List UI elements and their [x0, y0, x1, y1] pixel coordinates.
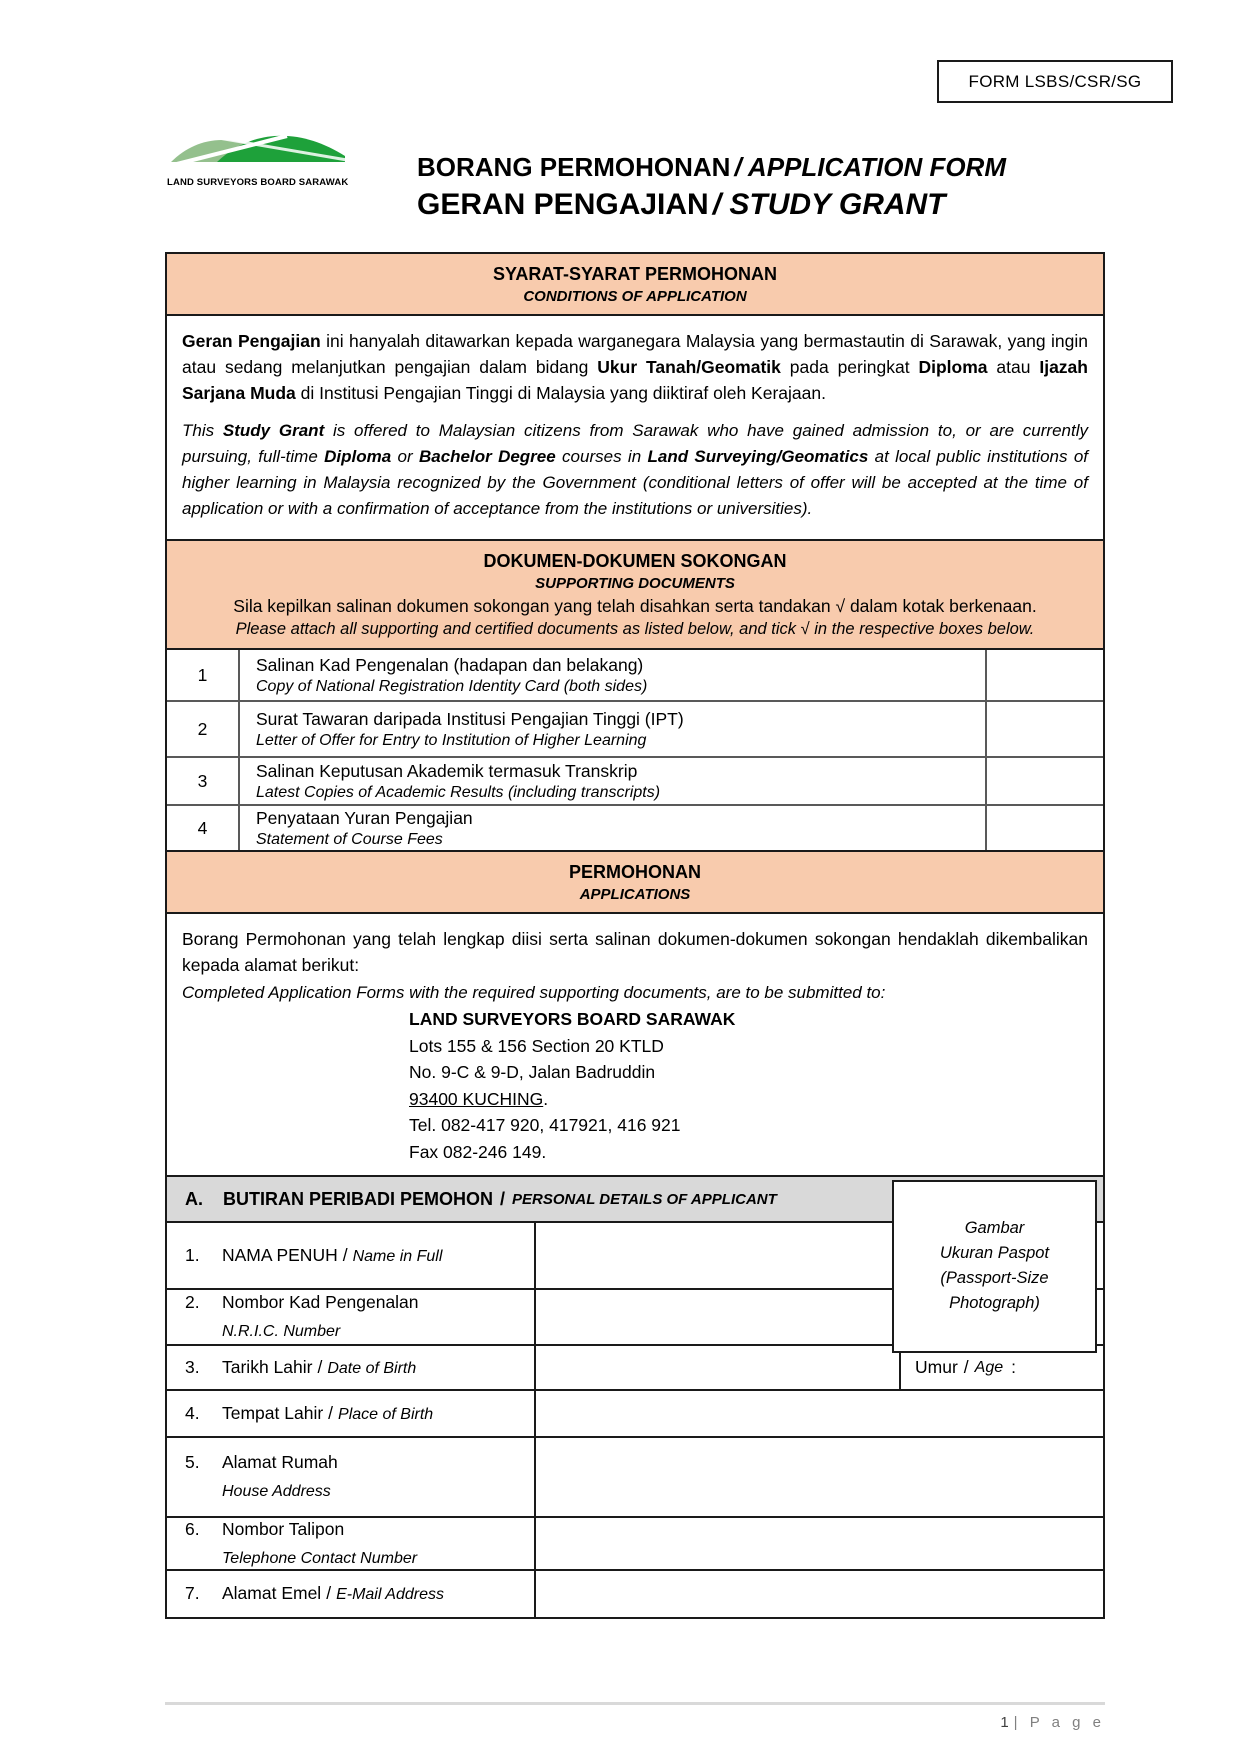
documents-heading-en: SUPPORTING DOCUMENTS [535, 575, 735, 592]
title-line2-en: / STUDY GRANT [712, 188, 946, 221]
document-row-4 [167, 806, 1103, 852]
age-label-en: Age [974, 1358, 1004, 1376]
section-a-title-en: PERSONAL DETAILS OF APPLICANT [512, 1190, 777, 1208]
applications-header [167, 852, 1103, 914]
label-place-of-birth: 4. Tempat Lahir / Place of Birth [167, 1391, 536, 1436]
label-house-address: 5. Alamat Rumah House Address [167, 1438, 536, 1516]
label-date-of-birth: 3. Tarikh Lahir / Date of Birth [167, 1346, 536, 1389]
applications-heading-my: PERMOHONAN [568, 862, 701, 882]
page-number [1000, 1714, 1105, 1731]
document-row-3-text [240, 758, 985, 804]
conditions-body [167, 316, 1103, 541]
applications-body [167, 914, 1103, 1175]
document-row-4-label-en: Statement of Course Fees [256, 830, 443, 848]
address-telephone: Tel. 082-417 920, 417921, 416 921 [409, 1115, 681, 1135]
photo-box-line1: Gambar [964, 1219, 1025, 1237]
section-a-title-my: BUTIRAN PERIBADI PEMOHON [223, 1188, 494, 1209]
row-house-address [167, 1438, 1103, 1518]
document-row-2 [167, 702, 1103, 758]
passport-photo-box[interactable] [892, 1180, 1097, 1353]
input-telephone-number[interactable] [536, 1518, 1103, 1569]
logo-caption: LAND SURVEYORS BOARD SARAWAK [167, 177, 349, 188]
document-row-1 [167, 650, 1103, 702]
document-row-3 [167, 758, 1103, 806]
title-line1-my: BORANG PERMOHONAN [417, 152, 731, 182]
documents-header [167, 541, 1103, 650]
board-logo [167, 128, 349, 188]
conditions-header [167, 254, 1103, 316]
input-place-of-birth[interactable] [536, 1391, 1103, 1436]
applications-paragraph-my: Borang Permohonan yang telah lengkap diisi serta salinan dokumen-dokumen sokongan hendaklah dikembalikan kepada alamat berikut: [182, 929, 1088, 975]
document-row-4-label-my: Penyataan Yuran Pengajian [256, 807, 473, 828]
label-nric-number: 2. Nombor Kad Pengenalan N.R.I.C. Number [167, 1290, 536, 1344]
age-separator: / [963, 1357, 969, 1377]
age-colon: : [1011, 1357, 1016, 1377]
section-a-title-separator: / [500, 1188, 506, 1209]
applications-heading-en: APPLICATIONS [579, 886, 691, 903]
document-row-4-tickbox[interactable] [985, 806, 1103, 850]
board-address [409, 1006, 1088, 1165]
page-number-label: | P a g e [1013, 1714, 1105, 1731]
form-code-badge: FORM LSBS/CSR/SG [937, 60, 1173, 103]
document-row-1-text [240, 650, 985, 700]
document-row-1-tickbox[interactable] [985, 650, 1103, 700]
conditions-paragraph-en: This Study Grant is offered to Malaysian citizens from Sarawak who have gained admission to, or are currently pursuing, full-time Diploma or Bachelor Degree courses in Land Surveying/Geomatics at local public institutions of higher learning in Malaysia recognized by the Government (conditional letters of offer will be accepted at the time of application or with a confirmation of acceptance from the institutions or universities). [182, 421, 1089, 518]
photo-box-line4: Photograph) [949, 1294, 1040, 1312]
document-row-4-number: 4 [167, 806, 240, 850]
address-fax: Fax 082-246 149. [409, 1141, 547, 1162]
address-name: LAND SURVEYORS BOARD SARAWAK [409, 1009, 736, 1029]
documents-heading-my: DOKUMEN-DOKUMEN SOKONGAN [483, 551, 787, 571]
row-email-address [167, 1571, 1103, 1617]
document-row-3-number: 3 [167, 758, 240, 804]
address-line3: 93400 KUCHING. [409, 1088, 549, 1109]
documents-instruction-en: Please attach all supporting and certified documents as listed below, and tick √ in the respective boxes below. [235, 620, 1035, 638]
document-row-1-label-my: Salinan Kad Pengenalan (hadapan dan belakang) [256, 654, 644, 675]
document-row-3-tickbox[interactable] [985, 758, 1103, 804]
document-row-1-label-en: Copy of National Registration Identity Card (both sides) [256, 677, 648, 695]
document-row-2-text [240, 702, 985, 756]
document-row-1-number: 1 [167, 650, 240, 700]
address-line1: Lots 155 & 156 Section 20 KTLD [409, 1035, 664, 1056]
conditions-heading-my: SYARAT-SYARAT PERMOHONAN [492, 264, 778, 284]
main-info-table [165, 252, 1105, 1177]
row-telephone-number [167, 1518, 1103, 1571]
age-label-my: Umur [915, 1357, 958, 1377]
input-email-address[interactable] [536, 1571, 1103, 1617]
address-line2: No. 9-C & 9-D, Jalan Badruddin [409, 1062, 656, 1082]
photo-box-line3: (Passport-Size [940, 1269, 1049, 1287]
input-date-of-birth[interactable] [536, 1346, 901, 1389]
photo-box-line2: Ukuran Paspot [939, 1244, 1050, 1262]
label-name-in-full: 1. NAMA PENUH / Name in Full [167, 1223, 536, 1288]
form-title-line2 [417, 188, 1006, 222]
title-line2-my: GERAN PENGAJIAN [417, 188, 709, 221]
footer-divider [165, 1702, 1105, 1705]
applications-paragraph-en: Completed Application Forms with the required supporting documents, are to be submitted to: [182, 983, 886, 1002]
label-telephone-number: 6. Nombor Talipon Telephone Contact Number [167, 1518, 536, 1569]
label-email-address: 7. Alamat Emel / E-Mail Address [167, 1571, 536, 1617]
document-row-2-label-en: Letter of Offer for Entry to Institution of Higher Learning [256, 731, 647, 749]
document-row-3-label-en: Latest Copies of Academic Results (including transcripts) [256, 783, 661, 801]
form-title-line1 [417, 152, 1006, 182]
document-row-3-label-my: Salinan Keputusan Akademik termasuk Transkrip [256, 760, 638, 781]
document-row-2-number: 2 [167, 702, 240, 756]
conditions-paragraph-my: Geran Pengajian ini hanyalah ditawarkan kepada warganegara Malaysia yang bermastautin di Sarawak, yang ingin atau sedang melanjutkan pengajian dalam bidang Ukur Tanah/Geomatik pada peringkat Diploma atau Ijazah Sarjana Muda di Institusi Pengajian Tinggi di Malaysia yang diiktiraf oleh Kerajaan. [182, 331, 1088, 403]
form-title [417, 152, 1006, 222]
conditions-heading-en: CONDITIONS OF APPLICATION [523, 288, 747, 305]
document-row-4-text [240, 806, 985, 850]
title-line1-en: / APPLICATION FORM [734, 152, 1006, 182]
row-place-of-birth [167, 1391, 1103, 1438]
document-row-2-label-my: Surat Tawaran daripada Institusi Pengajian Tinggi (IPT) [256, 708, 684, 729]
section-a-index: A. [185, 1188, 203, 1209]
input-house-address[interactable] [536, 1438, 1103, 1516]
documents-instruction-my: Sila kepilkan salinan dokumen sokongan yang telah disahkan serta tandakan √ dalam kotak berkenaan. [233, 596, 1037, 616]
page-number-value: 1 [1000, 1714, 1009, 1731]
document-row-2-tickbox[interactable] [985, 702, 1103, 756]
board-logo-graphic [167, 128, 349, 170]
